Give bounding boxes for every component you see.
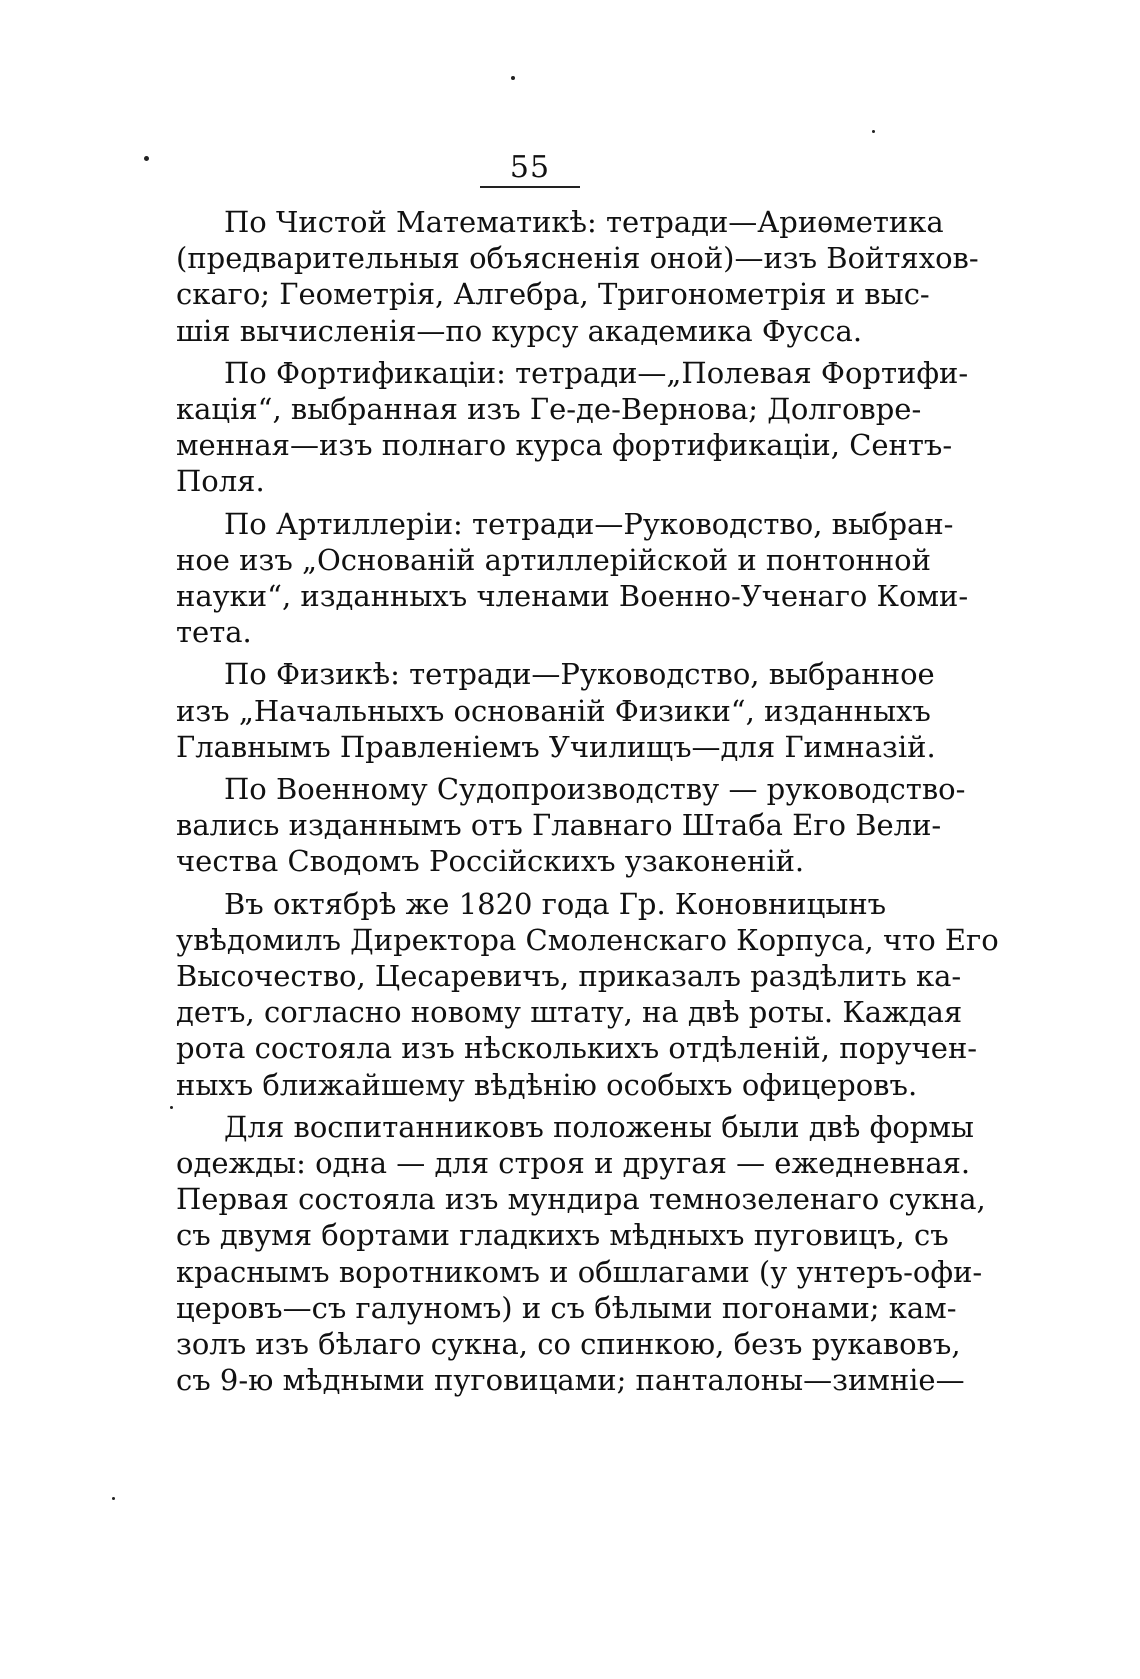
text-line: По Фортификаціи: тетради—„Полевая Фортифи- — [224, 355, 969, 390]
page-number-rule — [480, 186, 580, 188]
text-line: тета. — [176, 615, 252, 650]
text-line: Первая состояла изъ мундира темнозеленаго сукна, — [176, 1182, 986, 1217]
text-line: Въ октябрѣ же 1820 года Гр. Коновницынъ — [224, 886, 887, 921]
text-line: изъ „Начальныхъ основаній Физики“, изданныхъ — [176, 693, 931, 728]
text-line: вались изданнымъ отъ Главнаго Штаба Его Вели- — [176, 808, 942, 843]
text-line: По Военному Судопроизводству — руководство- — [224, 772, 966, 807]
text-line: По Артиллеріи: тетради—Руководство, выбран- — [224, 506, 954, 541]
text-line: краснымъ воротникомъ и обшлагами (у унтеръ-офи- — [176, 1254, 983, 1289]
paragraph — [176, 506, 969, 651]
body-text — [176, 204, 999, 1399]
text-line: съ 9-ю мѣдными пуговицами; панталоны—зимніе— — [176, 1363, 965, 1398]
text-line: кація“, выбранная изъ Ге-де-Вернова; Долговре- — [176, 392, 922, 427]
paragraph — [176, 656, 936, 765]
text-line: церовъ—съ галуномъ) и съ бѣлыми погонами; кам- — [176, 1290, 957, 1325]
text-line: одежды: одна — для строя и другая — ежедневная. — [176, 1146, 971, 1181]
scan-speck — [112, 1497, 115, 1500]
paragraph — [176, 886, 999, 1103]
scan-speck — [872, 130, 875, 133]
text-line: чества Сводомъ Россійскихъ узаконеній. — [176, 844, 805, 879]
text-line: детъ, согласно новому штату, на двѣ роты. Каждая — [176, 995, 963, 1030]
text-line: (предварительныя объясненія оной)—изъ Войтяхов- — [176, 241, 979, 276]
text-line: По Физикѣ: тетради—Руководство, выбранное — [224, 657, 935, 692]
text-line: По Чистой Математикѣ: тетради—Ариѳметика — [224, 205, 944, 239]
text-line: науки“, изданныхъ членами Военно-Ученаго Коми- — [176, 579, 969, 614]
text-line: Высочество, Цесаревичъ, приказалъ раздѣлить ка- — [176, 959, 962, 994]
scan-speck — [170, 1106, 173, 1109]
text-line: скаго; Геометрія, Алгебра, Тригонометрія и выс- — [176, 277, 930, 312]
paragraph — [176, 204, 979, 349]
paragraph — [176, 771, 966, 880]
text-line: менная—изъ полнаго курса фортификаціи, Сентъ- — [176, 428, 953, 463]
paragraph — [176, 355, 969, 500]
text-line: съ двумя бортами гладкихъ мѣдныхъ пуговицъ, съ — [176, 1218, 949, 1253]
text-line: Главнымъ Правленіемъ Училищъ—для Гимназій. — [176, 729, 936, 764]
text-line: рота состояла изъ нѣсколькихъ отдѣленій, поручен- — [176, 1031, 978, 1066]
text-line: увѣдомилъ Директора Смоленскаго Корпуса, что Его — [176, 922, 999, 957]
text-line: ныхъ ближайшему вѣдѣнію особыхъ офицеровъ. — [176, 1067, 918, 1102]
text-line: шія вычисленія—по курсу академика Фусса. — [176, 313, 863, 348]
page-number: 55 — [509, 150, 551, 185]
text-line: золъ изъ бѣлаго сукна, со спинкою, безъ рукавовъ, — [176, 1327, 961, 1362]
text-line: Поля. — [176, 464, 265, 499]
paragraph — [176, 1109, 986, 1399]
scan-speck — [144, 156, 149, 161]
text-line: ное изъ „Основаній артиллерійской и понтонной — [176, 542, 931, 577]
scan-speck — [511, 76, 515, 80]
text-line: Для воспитанниковъ положены были двѣ формы — [224, 1109, 974, 1144]
